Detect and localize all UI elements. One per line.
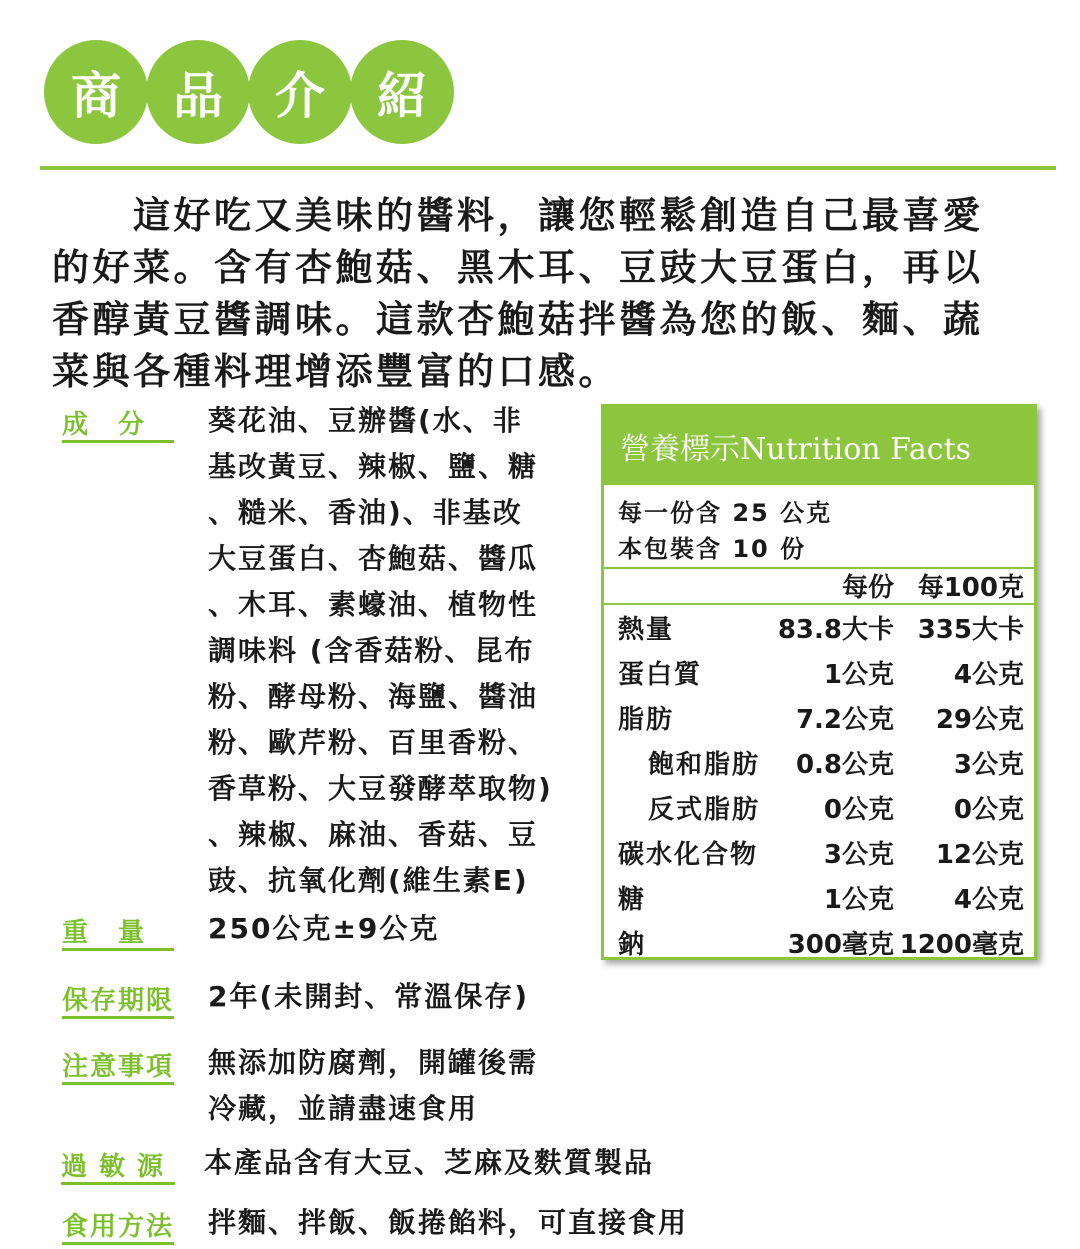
nutrition-row: [604, 879, 1034, 919]
nutrient-per-serving: 3公克: [823, 840, 894, 870]
weight-label: 重量: [61, 918, 174, 948]
intro-line: 香醇黃豆醬調味。這款杏鮑菇拌醬為您的飯、麵、蔬: [52, 298, 984, 341]
ingredients-line: 豉、抗氧化劑(維生素E): [208, 864, 529, 897]
allergen-label: 過敏源: [60, 1152, 175, 1182]
notice-label: 注意事項: [61, 1052, 174, 1082]
ingredients-line: 粉、酵母粉、海鹽、醬油: [208, 680, 539, 713]
title-char-4: 紹: [350, 40, 454, 144]
nutrition-divider: [604, 603, 1034, 605]
nutrient-name: 飽和脂肪: [648, 750, 761, 780]
ingredients-line: 、木耳、素蠔油、植物性: [208, 588, 539, 621]
title-char-1: 商: [44, 40, 148, 144]
ingredients-line: 大豆蛋白、杏鮑菇、醬瓜: [208, 542, 539, 575]
title-char-3: 介: [248, 40, 352, 144]
col-per-100g: 每100克: [917, 573, 1024, 603]
nutrition-row: [604, 924, 1034, 964]
nutrient-per-100g: 3公克: [953, 750, 1024, 780]
intro-line: 的好菜。含有杏鮑菇、黑木耳、豆豉大豆蛋白，再以: [52, 246, 984, 289]
nutrient-name: 熱量: [618, 615, 675, 645]
ingredients-text: [208, 398, 553, 904]
servings-per-pack: 本包裝含 10 份: [618, 535, 807, 563]
ingredients-line: 、辣椒、麻油、香菇、豆: [208, 818, 539, 851]
nutrition-row: [604, 789, 1034, 829]
usage-value: 拌麵、拌飯、飯捲餡料，可直接食用: [208, 1206, 689, 1239]
nutrient-per-100g: 4公克: [953, 660, 1024, 690]
nutrient-per-100g: 0公克: [953, 795, 1024, 825]
col-per-serving: 每份: [841, 573, 894, 603]
notice-line: 冷藏，並請盡速食用: [208, 1092, 479, 1125]
title-divider: [40, 166, 1056, 170]
ingredients-line: 、糙米、香油)、非基改: [208, 496, 523, 529]
ingredients-line: 基改黃豆、辣椒、鹽、糖: [208, 450, 539, 483]
ingredients-label: 成分: [61, 410, 174, 440]
nutrient-per-serving: 1公克: [823, 660, 894, 690]
nutrient-name: 蛋白質: [618, 660, 703, 690]
intro-paragraph: [52, 190, 1062, 398]
ingredients-line: 葵花油、豆辦醬(水、非: [208, 404, 523, 437]
nutrient-per-serving: 1公克: [823, 885, 894, 915]
notice-line: 無添加防腐劑，開罐後需: [208, 1046, 539, 1079]
serving-size: 每一份含 25 公克: [618, 499, 833, 527]
nutrient-per-100g: 29公克: [935, 705, 1024, 735]
nutrient-name: 反式脂肪: [648, 795, 761, 825]
nutrition-row: [604, 744, 1034, 784]
section-title: [44, 36, 464, 144]
nutrient-name: 鈉: [618, 930, 647, 960]
ingredients-line: 粉、歐芹粉、百里香粉、: [208, 726, 539, 759]
nutrient-per-serving: 0.8公克: [795, 750, 894, 780]
nutrient-per-100g: 4公克: [953, 885, 1024, 915]
nutrient-per-serving: 7.2公克: [795, 705, 894, 735]
nutrition-facts-panel: [601, 404, 1037, 960]
shelf-life-value: 2年(未開封、常溫保存): [208, 980, 530, 1013]
nutrition-row: [604, 834, 1034, 874]
nutrient-per-serving: 83.8大卡: [777, 615, 894, 645]
notice-value: [208, 1040, 538, 1132]
intro-line: 這好吃又美味的醬料，讓您輕鬆創造自己最喜愛: [52, 194, 984, 237]
nutrient-per-serving: 300毫克: [787, 930, 894, 960]
nutrient-per-100g: 335大卡: [917, 615, 1024, 645]
nutrient-name: 糖: [618, 885, 647, 915]
weight-value: 250公克±9公克: [208, 912, 440, 945]
nutrition-title: 營養標示Nutrition Facts: [604, 407, 1034, 485]
title-char-2: 品: [146, 40, 250, 144]
allergen-value: 本產品含有大豆、芝麻及麩質製品: [204, 1146, 655, 1179]
nutrient-name: 脂肪: [618, 705, 675, 735]
shelf-life-label: 保存期限: [61, 986, 174, 1016]
nutrient-per-100g: 12公克: [935, 840, 1024, 870]
nutrition-column-header: [604, 567, 1034, 607]
nutrition-row: [604, 654, 1034, 694]
ingredients-line: 香草粉、大豆發酵萃取物): [208, 772, 553, 805]
nutrient-per-100g: 1200毫克: [899, 930, 1024, 960]
nutrient-per-serving: 0公克: [823, 795, 894, 825]
nutrition-row: [604, 699, 1034, 739]
intro-line: 菜與各種料理增添豐富的口感。: [52, 350, 619, 393]
nutrition-row: [604, 609, 1034, 649]
ingredients-line: 調味料 (含香菇粉、昆布: [208, 634, 535, 667]
usage-label: 食用方法: [61, 1212, 174, 1242]
nutrient-name: 碳水化合物: [618, 840, 759, 870]
